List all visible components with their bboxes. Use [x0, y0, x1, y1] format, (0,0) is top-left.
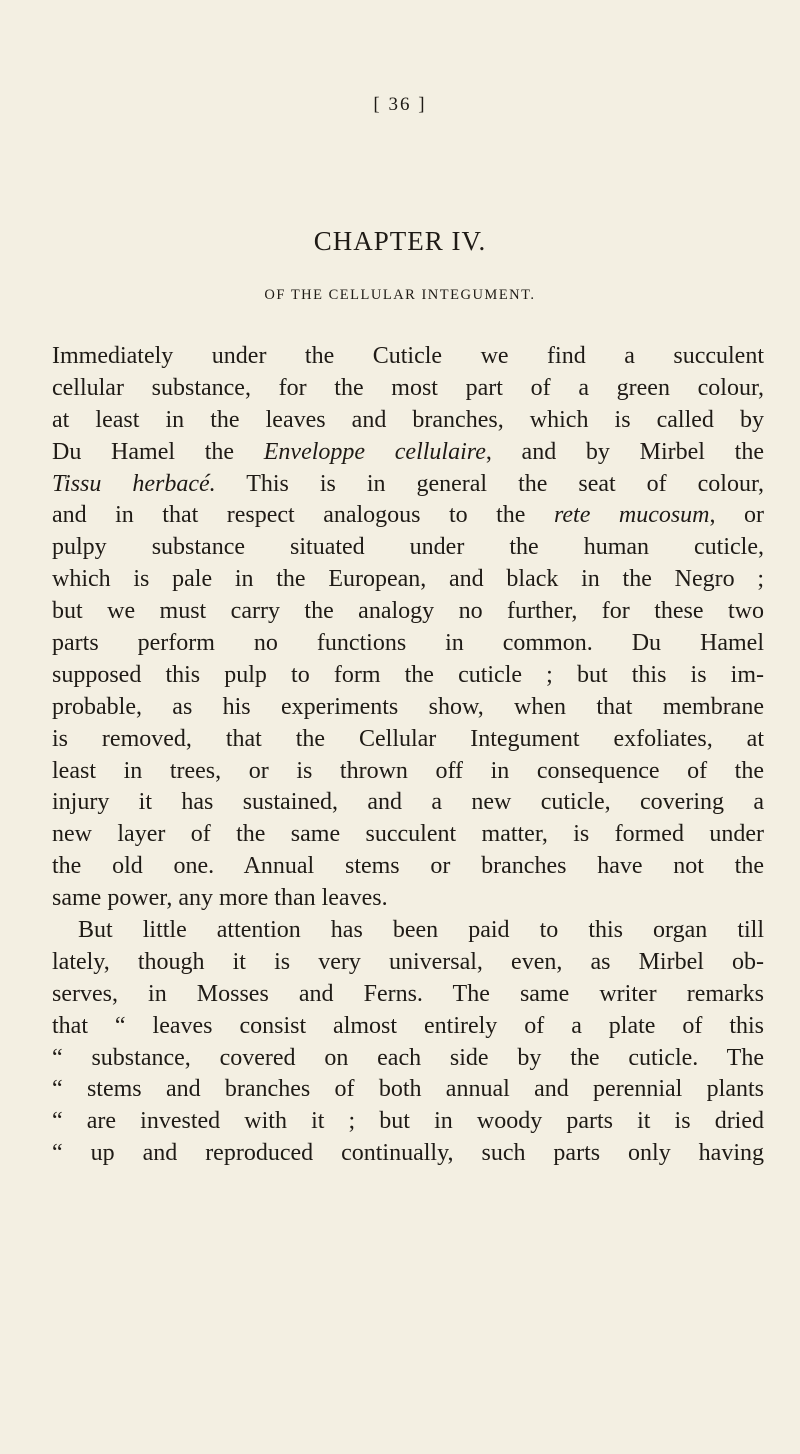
text-run: Immediately under the Cuticle we find a succulent: [52, 343, 764, 369]
text-line: [52, 915, 764, 947]
text-line: [52, 405, 764, 437]
italic-text: Tissu herbacé.: [52, 470, 216, 497]
text-run: lately, though it is very universal, even, as Mirbel ob-: [52, 948, 764, 975]
text-line: [52, 1106, 764, 1138]
text-run: cellular substance, for the most part of a green colour,: [52, 374, 764, 401]
text-line: [52, 787, 764, 819]
text-run: which is pale in the European, and black in the Negro ;: [52, 566, 764, 593]
text-line: [52, 1043, 764, 1075]
text-run: injury it has sustained, and a new cuticle, covering a: [52, 789, 764, 816]
text-line: [52, 564, 764, 596]
text-run: , or: [709, 502, 764, 529]
text-run: but we must carry the analogy no further, for these two: [52, 598, 764, 625]
text-line: [52, 1011, 764, 1043]
text-run: But little attention has been paid to this organ till: [78, 917, 764, 944]
text-run: “ up and reproduced continually, such parts only having: [52, 1140, 764, 1167]
text-run: serves, in Mosses and Ferns. The same writer remarks: [52, 980, 764, 1007]
text-line: [52, 819, 764, 851]
text-line: [52, 883, 764, 915]
text-line: [52, 756, 764, 788]
text-run: is removed, that the Cellular Integument exfoliates, at: [52, 725, 764, 752]
italic-text: rete mucosum: [553, 502, 710, 529]
italic-text: Enveloppe cellulaire: [263, 438, 486, 465]
text-run: new layer of the same succulent matter, is formed under: [52, 821, 764, 848]
text-line: [52, 724, 764, 756]
text-line: [52, 532, 764, 564]
text-line: [52, 1138, 764, 1170]
text-line: [52, 628, 764, 660]
body-text: [52, 341, 764, 1170]
text-line: [52, 500, 764, 532]
text-line: [52, 373, 764, 405]
text-line: [52, 660, 764, 692]
text-run: Du Hamel the: [52, 438, 264, 465]
text-run: “ are invested with it ; but in woody parts it is dried: [52, 1108, 764, 1135]
text-run: pulpy substance situated under the human cuticle,: [52, 534, 764, 561]
text-line: [52, 437, 764, 469]
text-run: This is in general the seat of colour,: [215, 470, 764, 497]
text-run: least in trees, or is thrown off in consequence of the: [52, 757, 764, 784]
text-line: [52, 947, 764, 979]
text-run: at least in the leaves and branches, which is called by: [52, 406, 764, 433]
text-line: [52, 1074, 764, 1106]
text-line: [52, 469, 764, 501]
text-run: “ stems and branches of both annual and perennial plants: [52, 1076, 764, 1103]
text-run: and in that respect analogous to the: [52, 502, 554, 529]
text-line: [52, 979, 764, 1011]
chapter-title: CHAPTER IV.: [313, 226, 487, 256]
text-run: that “ leaves consist almost entirely of a plate of this: [52, 1012, 764, 1039]
text-run: the old one. Annual stems or branches have not the: [52, 853, 764, 880]
text-run: supposed this pulp to form the cuticle ; but this is im-: [52, 661, 764, 688]
text-run: parts perform no functions in common. Du Hamel: [52, 630, 764, 657]
text-line: [52, 692, 764, 724]
text-line: [52, 851, 764, 883]
text-run: “ substance, covered on each side by the cuticle. The: [52, 1044, 764, 1071]
text-run: , and by Mirbel the: [485, 438, 764, 465]
page-number: [ 36 ]: [373, 94, 427, 115]
text-run: probable, as his experiments show, when that membrane: [52, 693, 764, 720]
section-title: OF THE CELLULAR INTEGUMENT.: [264, 287, 536, 303]
text-line: [52, 341, 764, 373]
text-run: same power, any more than leaves.: [52, 885, 388, 912]
text-line: [52, 596, 764, 628]
